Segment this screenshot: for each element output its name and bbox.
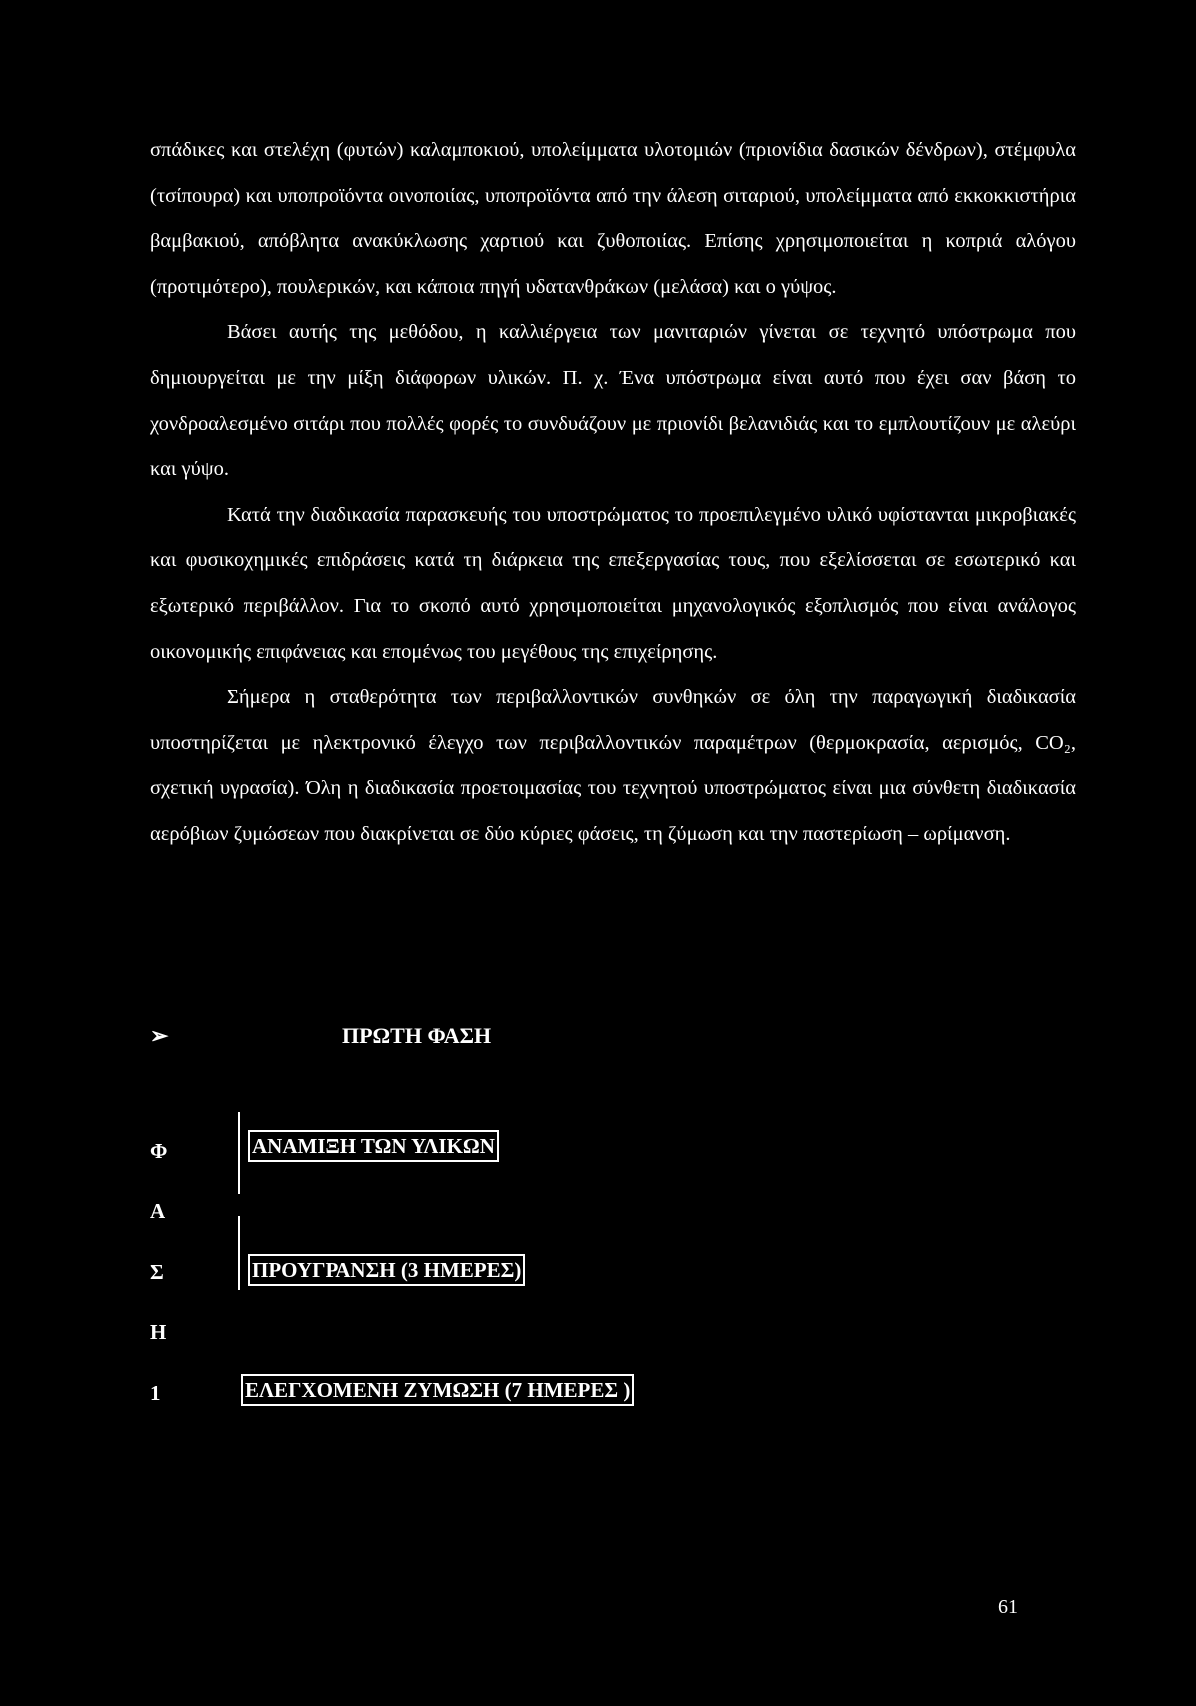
- side-letter-1: Φ: [150, 1139, 168, 1163]
- connector-line-2: [238, 1216, 240, 1290]
- paragraph-3: Κατά την διαδικασία παρασκευής του υποστρώματος το προεπιλεγμένο υλικό υφίστανται μικροβιακές και φυσικοχημικές επιδράσεις κατά τη διάρκεια της επεξεργασίας τους, που εξελίσσεται σε εσωτερικό και εξωτερικό περιβάλλον. Για το σκοπό αυτό χρησιμοποιείται μηχανολογικός εξοπλισμός που είναι ανάλογος οικονομικής επιφάνειας και επομένως του μεγέθους της επιχείρησης.: [150, 503, 1076, 663]
- step-box-controlled-fermentation: ΕΛΕΓΧΟΜΕΝΗ ΖΥΜΩΣΗ (7 ΗΜΕΡΕΣ ): [241, 1374, 634, 1406]
- side-letter-5: 1: [150, 1381, 161, 1405]
- paragraph-1: σπάδικες και στελέχη (φυτών) καλαμποκιού, υπολείμματα υλοτομιών (πριονίδια δασικών δένδρων), στέμφυλα (τσίπουρα) και υποπροϊόντα οινοποιίας, υποπροϊόντα από την άλεση σιταριού, υπολείμματα από εκκοκκιστήρια βαμβακιού, απόβλητα ανακύκλωσης χαρτιού και ζυθοποιίας. Επίσης χρησιμοποιείται η κοπριά αλόγου (προτιμότερο), πουλερικών, και κάποια πηγή υδατανθράκων (μελάσα) και ο γύψος.: [150, 139, 1076, 298]
- body-text: [150, 128, 1076, 858]
- connector-line-1: [238, 1112, 240, 1194]
- step-box-pre-wetting: ΠΡΟΥΓΡΑΝΣΗ (3 ΗΜΕΡΕΣ): [248, 1254, 525, 1286]
- section-title: ΠΡΩΤΗ ΦΑΣΗ: [342, 1023, 492, 1048]
- paragraph-4: Σήμερα η σταθερότητα των περιβαλλοντικών συνθηκών σε όλη την παραγωγική διαδικασία υποστηρίζεται με ηλεκτρονικό έλεγχο των περιβαλλοντικών παραμέτρων (θερμοκρασία, αερισμός, CO₂, σχετική υγρασία). Όλη η διαδικασία προετοιμασίας του τεχνητού υποστρώματος είναι μια σύνθετη διαδικασία αερόβιων ζυμώσεων που διακρίνεται σε δύο κύριες φάσεις, τη ζύμωση και την παστερίωση – ωρίμανση.: [150, 686, 1076, 845]
- side-letter-3: Σ: [150, 1260, 164, 1284]
- page-number: 61: [998, 1596, 1018, 1618]
- arrow-bullet-icon: ➢: [150, 1023, 169, 1048]
- step-box-mixing: ΑΝΑΜΙΞΗ ΤΩΝ ΥΛΙΚΩΝ: [248, 1130, 499, 1162]
- paragraph-2: Βάσει αυτής της μεθόδου, η καλλιέργεια των μανιταριών γίνεται σε τεχνητό υπόστρωμα που δημιουργείται με την μίξη διάφορων υλικών. Π. χ. Ένα υπόστρωμα είναι αυτό που έχει σαν βάση το χονδροαλεσμένο σιτάρι που πολλές φορές το συνδυάζουν με πριονίδι βελανιδιάς και το εμπλουτίζουν με αλεύρι και γύψο.: [150, 321, 1076, 481]
- side-letter-2: Α: [150, 1199, 166, 1223]
- side-letter-4: Η: [150, 1320, 167, 1344]
